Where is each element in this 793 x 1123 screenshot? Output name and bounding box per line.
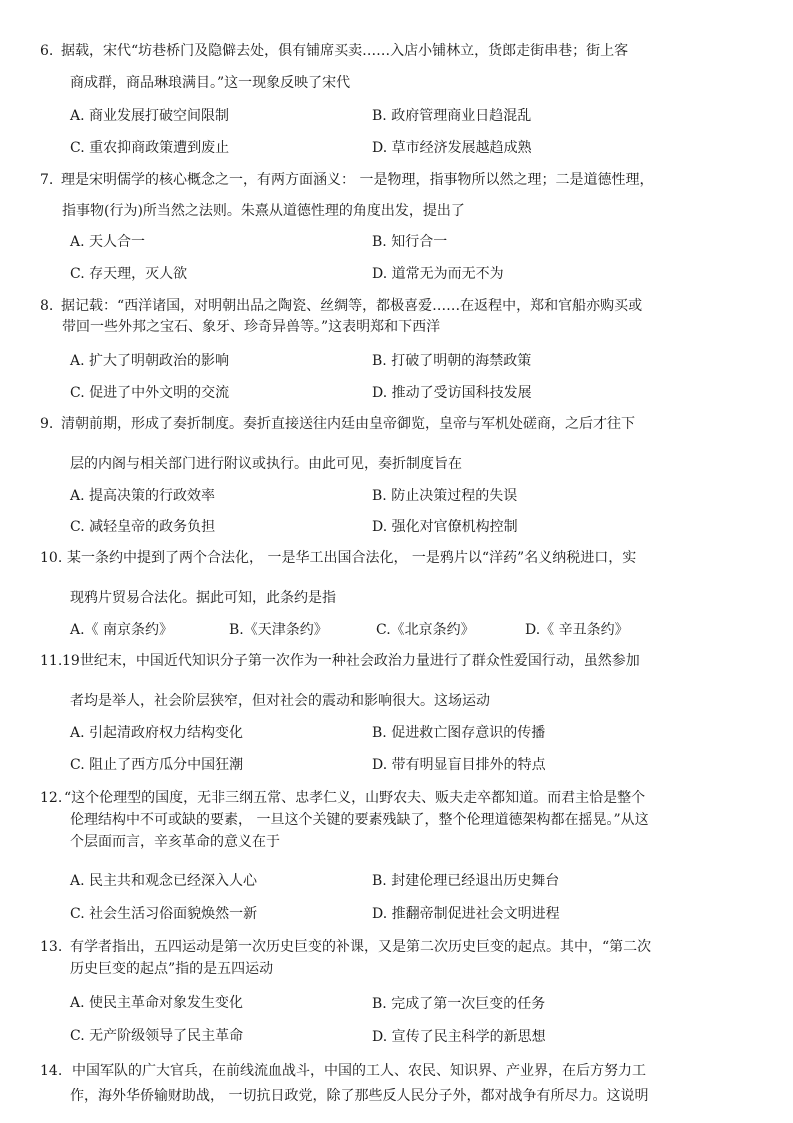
option-b: B. 促进救亡图存意识的传播 xyxy=(372,725,546,741)
option-d: D. 草市经济发展越趋成熟 xyxy=(372,140,532,156)
question-stem-line: 商成群，商品琳琅满目。”这一现象反映了宋代 xyxy=(70,75,351,91)
question-number: 9. xyxy=(40,416,54,432)
option-b: B. 政府管理商业日趋混乱 xyxy=(372,108,532,124)
option-b: B. 知行合一 xyxy=(372,234,448,250)
question-stem-line: 作，海外华侨输财助战， 一切抗日政党，除了那些反人民分子外，都对战争有所尽力。这说明 xyxy=(70,1088,649,1104)
option-b: B.《天津条约》 xyxy=(229,622,328,638)
question-stem-line: 层的内阁与相关部门进行附议或执行。由此可见，奏折制度旨在 xyxy=(70,456,462,472)
option-c: C. 社会生活习俗面貌焕然一新 xyxy=(70,906,258,922)
option-d: D. 推翻帝制促进社会文明进程 xyxy=(372,906,560,922)
option-a: A. 商业发展打破空间限制 xyxy=(70,108,230,124)
option-b: B. 完成了第一次巨变的任务 xyxy=(372,996,546,1012)
question-stem-line: 据记载：“西洋诸国，对明朝出品之陶瓷、丝绸等，都极喜爱……在返程中，郑和官船亦购买或 xyxy=(61,298,643,314)
question-stem-line: 个层面而言，辛亥革命的意义在于 xyxy=(70,834,280,850)
question-number: 13. xyxy=(40,939,63,955)
question-number: 6. xyxy=(40,43,54,59)
option-c: C. 阻止了西方瓜分中国狂潮 xyxy=(70,757,244,773)
question-stem-line: 伦理结构中不可或缺的要素， 一旦这个关键的要素残缺了，整个伦理道德架构都在摇晃。”从这 xyxy=(70,812,649,828)
option-c: C. 重农抑商政策遭到废止 xyxy=(70,140,230,156)
question-stem-line: 有学者指出，五四运动是第一次历史巨变的补课，又是第二次历史巨变的起点。其中，“第二次 xyxy=(70,939,652,955)
question-stem-line: 指事物(行为)所当然之法则。朱熹从道德性理的角度出发，提出了 xyxy=(62,203,465,219)
option-d: D. 宣传了民主科学的新思想 xyxy=(372,1029,546,1045)
question-number: 8. xyxy=(40,298,54,314)
option-a: A.《 南京条约》 xyxy=(70,622,174,638)
question-number: 12. xyxy=(40,790,63,806)
option-b: B. 防止决策过程的失误 xyxy=(372,488,518,504)
question-stem-line: 19世纪末，中国近代知识分子第一次作为一种社会政治力量进行了群众性爱国行动，虽然参加 xyxy=(62,653,640,669)
question-stem-line: 据载，宋代“坊巷桥门及隐僻去处，俱有铺席买卖……入店小铺林立，货郎走街串巷；街上客 xyxy=(61,43,629,59)
question-stem-line: 历史巨变的起点”指的是五四运动 xyxy=(70,961,274,977)
question-stem-line: 理是宋明儒学的核心概念之一，有两方面涵义： 一是物理，指事物所以然之理；二是道德性理， xyxy=(61,172,654,188)
option-a: A. 提高决策的行政效率 xyxy=(70,488,216,504)
option-a: A. 民主共和观念已经深入人心 xyxy=(70,873,258,889)
question-stem-line: 中国军队的广大官兵，在前线流血战斗，中国的工人、农民、知识界、产业界，在后方努力工 xyxy=(72,1063,646,1079)
question-number: 7. xyxy=(40,172,54,188)
option-a: A. 引起清政府权力结构变化 xyxy=(70,725,244,741)
option-c: C.《北京条约》 xyxy=(376,622,475,638)
option-c: C. 促进了中外文明的交流 xyxy=(70,385,230,401)
option-d: D. 道常无为而无不为 xyxy=(372,266,504,282)
option-c: C. 存天理，灭人欲 xyxy=(70,266,188,282)
question-stem-line: 某一条约中提到了两个合法化， 一是华工出国合法化， 一是鸦片以“洋药”名义纳税进口，实 xyxy=(67,550,637,566)
option-d: D. 强化对官僚机构控制 xyxy=(372,519,518,535)
option-a: A. 扩大了明朝政治的影响 xyxy=(70,353,230,369)
option-c: C. 减轻皇帝的政务负担 xyxy=(70,519,216,535)
option-d: D. 带有明显盲目排外的特点 xyxy=(372,757,546,773)
question-stem-line: 清朝前期，形成了奏折制度。奏折直接送往内廷由皇帝御览，皇帝与军机处磋商，之后才往下 xyxy=(61,416,635,432)
option-d: D.《 辛丑条约》 xyxy=(525,622,629,638)
question-stem-line: 现鸦片贸易合法化。据此可知，此条约是指 xyxy=(70,590,336,606)
option-c: C. 无产阶级领导了民主革命 xyxy=(70,1028,244,1044)
option-d: D. 推动了受访国科技发展 xyxy=(372,385,532,401)
option-a: A. 使民主革命对象发生变化 xyxy=(70,995,244,1011)
question-number: 10. xyxy=(40,550,63,566)
question-stem-line: 者均是举人，社会阶层狭窄，但对社会的震动和影响很大。这场运动 xyxy=(70,693,490,709)
question-stem-line: “这个伦理型的国度，无非三纲五常、忠孝仁义，山野农夫、贩夫走卒都知道。而君主恰是整个 xyxy=(64,790,646,806)
option-a: A. 天人合一 xyxy=(70,234,146,250)
option-b: B. 封建伦理已经退出历史舞台 xyxy=(372,873,560,889)
question-number: 14. xyxy=(40,1063,63,1079)
option-b: B. 打破了明朝的海禁政策 xyxy=(372,353,532,369)
question-stem-line: 带回一些外邦之宝石、象牙、珍奇异兽等。”这表明郑和下西洋 xyxy=(62,319,441,335)
question-number: 11. xyxy=(40,653,63,669)
